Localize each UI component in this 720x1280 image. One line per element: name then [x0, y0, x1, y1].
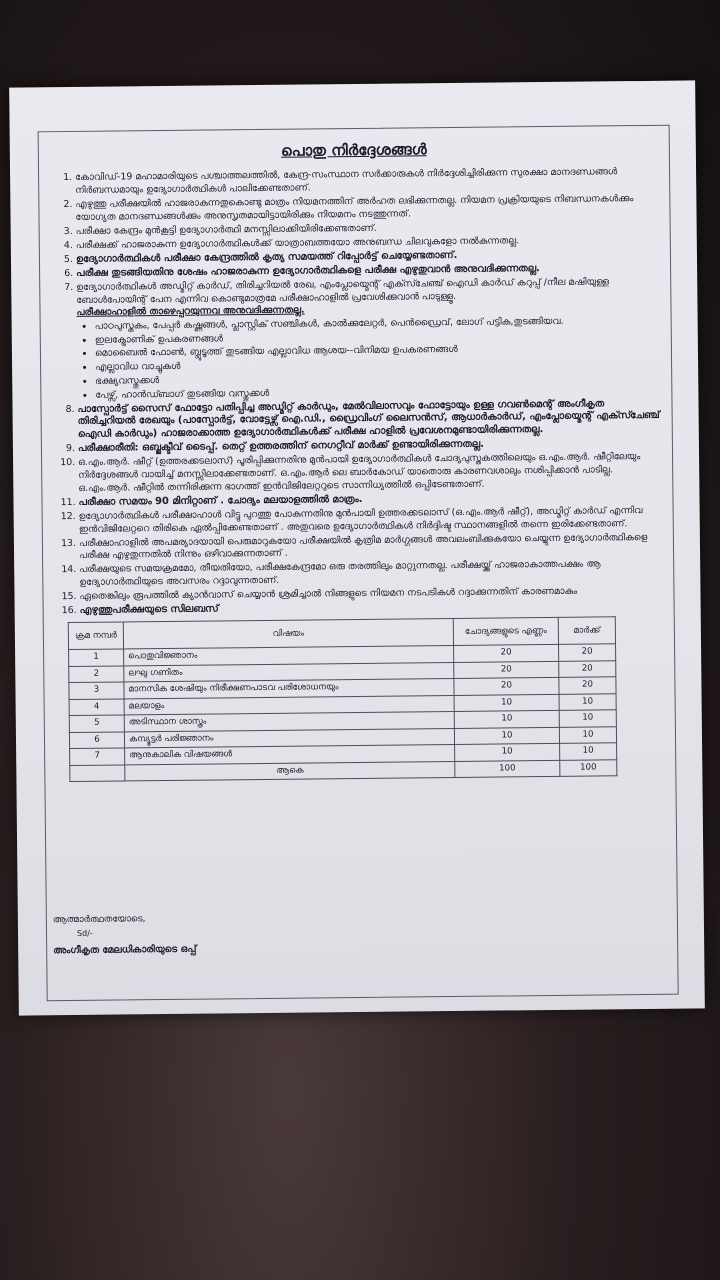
table-row: 1 പൊതുവിജ്ഞാനം 20 20	[69, 644, 616, 666]
syllabus-table	[68, 616, 618, 782]
col-header-subject: വിഷയം	[123, 619, 453, 649]
instruction-list	[45, 166, 664, 618]
sd-mark: Sd/-	[76, 928, 93, 938]
instruction-item: 2. എഴുത്തു പരീക്ഷയിൽ ഹാജരാകുന്നതുകൊണ്ടു മാത്രം നിയമനത്തിന് അർഹത ലഭിക്കുന്നതല്ല. നിയമന പ്രക്രിയയുടെ നിബന്ധനകൾക്കും യോഗ്യത മാനദണ്ഡങ്ങൾക്കും അനുസൃതമായിട്ടായിരിക്കും നിയമനം നടത്തുന്നത്.	[75, 193, 659, 225]
instruction-item: 10. ഒ.എം.ആർ. ഷീറ്റ് (ഉത്തരക്കടലാസ്) പൂരിപ്പിക്കുന്നതിനു മുൻപായി ഉദ്യോഗാർത്ഥികൾ ചോദ്യപുസ്തകത്തിലെയും ഒ.എം.ആർ. ഷീറ്റിലേയും നിർദ്ദേശങ്ങൾ വായിച്ച് മനസ്സിലാക്കേണ്ടതാണ്. ഒ.എം.ആർ ലെ ബാർകോഡ് യാതൊരു കാരണവശാലും നശിപ്പിക്കാൻ പാടില്ല. ഒ.എം.ആർ. ഷീറ്റിൽ തന്നിരിക്കുന്ന ഭാഗത്ത് ഇൻവിജിലേറ്ററുടെ സാന്നിധ്യത്തിൽ ഒപ്പിടേണ്ടതാണ്.	[78, 451, 662, 495]
prohibited-list	[77, 315, 662, 402]
closing-text: ആത്മാർത്ഥതയോടെ,	[52, 914, 146, 926]
prohibited-heading: പരീക്ഷാഹാളിൽ താഴെപ്പറയുന്നവ അനുവദിക്കുന്നതല്ല.	[76, 304, 305, 319]
table-row: 5 അടിസ്ഥാന ശാസ്ത്രം 10 10	[69, 710, 616, 732]
instruction-item: 13. പരീക്ഷാഹാളിൽ അപമര്യാദയായി പെരുമാറുകയോ പരീക്ഷയിൽ കൃത്രിമ മാർഗ്ഗങ്ങൾ അവലംബിക്കുകയോ ചെയ്യുന്ന ഉദ്യോഗാർത്ഥികളെ പരീക്ഷ എഴുതുന്നതിൽ നിന്നും ഒഴിവാക്കുന്നതാണ് .	[79, 531, 663, 563]
total-label: ആകെ	[125, 761, 455, 781]
total-marks: 100	[560, 759, 617, 776]
instruction-item: 9. പരീക്ഷാരീതി: ഒബ്ജക്ടീവ് ടൈപ്പ്. തെറ്റ് ഉത്തരത്തിന് നെഗറ്റീവ് മാർക്ക് ഉണ്ടായിരിക്കുന്നതല്ല.	[78, 437, 662, 456]
prohibited-item: • പേഴ്സ്, ഹാൻഡ്ബാഗ് തുടങ്ങിയ വസ്തുക്കൾ	[95, 383, 661, 402]
instruction-item: 5. ഉദ്യോഗാർത്ഥികൾ പരീക്ഷാ കേന്ദ്രത്തിൽ കൃത്യ സമയത്ത് റിപ്പോർട്ട് ചെയ്യേണ്ടതാണ്.	[76, 248, 660, 267]
table-row: 7 ആനുകാലിക വിഷയങ്ങൾ 10 10	[70, 743, 617, 765]
prohibited-item: • ഇലക്ട്രോണിക് ഉപകരണങ്ങൾ	[95, 329, 661, 348]
instruction-item: 1. കോവിഡ്-19 മഹാമാരിയുടെ പശ്ചാത്തലത്തിൽ, കേന്ദ്ര-സംസ്ഥാന സർക്കാരുകൾ നിർദ്ദേശിച്ചിരിക്കുന്ന സുരക്ഷാ മാനദണ്ഡങ്ങൾ നിർബന്ധമായും ഉദ്യോഗാർത്ഥികൾ പാലിക്കേണ്ടതാണ്.	[75, 166, 659, 198]
instruction-item: 12. ഉദ്യോഗാർത്ഥികൾ പരീക്ഷാഹാൾ വിട്ടു പുറത്തു പോകുന്നതിനു മുൻപായി ഉത്തരക്കടലാസ് (ഒ.എം.ആർ ഷീറ്റ്), അഡ്മിറ്റ് കാർഡ് എന്നിവ ഇൻവിജിലേറ്ററെ തിരികെ ഏൽപ്പിക്കേണ്ടതാണ് . അതുവരെ ഉദ്യോഗാർത്ഥികൾ നിർദ്ദിഷ്ട സ്ഥാനങ്ങളിൽ തന്നെ ഇരിക്കേണ്ടതാണ്.	[79, 505, 663, 537]
signature-block	[53, 913, 197, 957]
col-header-serial: ക്രമ നമ്പർ	[68, 622, 123, 650]
table-row: 2 ലഘു ഗണിതം 20 20	[69, 660, 616, 682]
instructions	[45, 166, 665, 782]
paper-sheet	[9, 80, 705, 1015]
instruction-item: 3. പരീക്ഷാ കേന്ദ്രം മുൻകൂട്ടി ഉദ്യോഗാർത്ഥി മനസ്സിലാക്കിയിരിക്കേണ്ടതാണ്.	[76, 219, 660, 238]
col-header-questions: ചോദ്യങ്ങളുടെ എണ്ണം	[453, 617, 558, 645]
instruction-item: 14. പരീക്ഷയുടെ സമയക്രമമോ, തീയതിയോ, പരീക്ഷകേന്ദ്രമോ ഒരു തരത്തിലും മാറ്റുന്നതല്ല. പരീക്ഷയ്ക്ക് ഹാജരാകാത്തപക്ഷം ആ ഉദ്യോഗാർത്ഥിയുടെ അവസരം റദ്ദാവുന്നതാണ്.	[79, 558, 663, 590]
instruction-item: 6. പരീക്ഷ തുടങ്ങിയതിനു ശേഷം ഹാജരാകുന്ന ഉദ്യോഗാർത്ഥികളെ പരീക്ഷ എഴുതുവാൻ അനുവദിക്കുന്നതല്ല.	[76, 262, 660, 281]
document-frame	[38, 125, 679, 1002]
officer-signature-label: അംഗീകൃത മേലധികാരിയുടെ ഒപ്പ്	[53, 943, 197, 957]
instruction-item: 8. പാസ്പോർട്ട് സൈസ് ഫോട്ടോ പതിപ്പിച്ച അഡ്മിറ്റ് കാർഡും, മേൽവിലാസവും ഫോട്ടോയും ഉള്ള ഗവൺമെന്റ് അംഗീകൃത തിരിച്ചറിയൽ രേഖയും (പാസ്പോർട്ട്, വോട്ടേഴ്സ് ഐ.ഡി., ഡ്രൈവിംഗ് ലൈസൻസ്, ആധാർകാർഡ്, എംപ്ലോയ്മെന്റ് എക്സ്ചേഞ്ച് ഐഡി കാർഡും) ഹാജരാക്കാത്ത ഉദ്യോഗാർത്ഥികൾക്ക് പരീക്ഷ ഹാളിൽ പ്രവേശനമുണ്ടായിരിക്കുന്നതല്ല.	[77, 397, 661, 441]
col-header-marks: മാർക്ക്	[558, 617, 615, 645]
prohibited-item: • മൊബൈൽ ഫോൺ, ബ്ലൂടൂത്ത് തുടങ്ങിയ എല്ലാവിധ ആശയ--വിനിമയ ഉപകരണങ്ങൾ	[95, 342, 661, 361]
prohibited-item: • പാഠപുസ്തകം, പേപ്പർ കഷ്ണങ്ങൾ, പ്ലാസ്റ്റിക് സഞ്ചികൾ, കാൽക്കുലേറ്റർ, പെൻഡ്രൈവ്, ലോഗ് പട്ടിക,തുടങ്ങിയവ.	[95, 315, 661, 334]
table-row: 6 കമ്പ്യൂട്ടർ പരിജ്ഞാനം 10 10	[69, 726, 616, 748]
table-row: 3 മാനസിക ശേഷിയും നിരീക്ഷണപാടവ പരിശോധനയും 20 20	[69, 677, 616, 699]
table-row: 4 മലയാളം 10 10	[69, 693, 616, 715]
instruction-item: 15. ഏതെങ്കിലും രൂപത്തിൽ ക്യാൻവാസ് ചെയ്യാൻ ശ്രമിച്ചാൽ നിങ്ങളുടെ നിയമന നടപടികൾ റദ്ദാക്കുന്നതിന് കാരണമാകും	[79, 585, 663, 604]
instruction-item: 4. പരീക്ഷക്ക് ഹാജരാകുന്ന ഉദ്യോഗാർത്ഥികൾക്ക് യാത്രാബത്തയോ അനുബന്ധ ചിലവുകളോ നൽകുന്നതല്ല.	[76, 234, 660, 253]
page-title: പൊതു നിർദ്ദേശങ്ങൾ	[280, 140, 427, 160]
instruction-item: 11. പരീക്ഷാ സമയം 90 മിനിറ്റാണ് . ചോദ്യം മലയാളത്തിൽ മാത്രം.	[78, 491, 662, 510]
prohibited-item: • ഭക്ഷ്യവസ്തുക്കൾ	[95, 370, 661, 389]
total-questions: 100	[455, 760, 560, 778]
prohibited-item: • എല്ലാവിധ വാച്ചുകൾ	[95, 356, 661, 375]
syllabus-heading: എഴുത്തുപരീക്ഷയുടെ സിലബസ്	[79, 603, 219, 617]
instruction-item: 7. ഉദ്യോഗാർത്ഥികൾ അഡ്മിറ്റ് കാർഡ്, തിരിച്ചറിയൽ രേഖ, എംപ്ലോയ്മെന്റ് എക്സ്ചേഞ്ച് ഐഡി കാർഡ് കറുപ്പ് /നീല മഷിയുള്ള ബോൾപോയിന്റ് പേന എന്നിവ കൊണ്ടുമാത്രമേ പരീക്ഷാഹാളിൽ പ്രവേശിക്കുവാൻ പാടുള്ളൂ. പരീക്ഷാഹാളിൽ താഴെപ്പറയുന്നവ അനുവദിക്കുന്നതല്ല. • പാഠപുസ്തകം, പേപ്പർ കഷ്ണങ്ങൾ, പ്ലാസ്റ്റിക് സഞ്ചികൾ, കാൽക്കുലേറ്റർ, പെൻഡ്രൈവ്, ലോഗ് പട്ടിക,തുടങ്ങിയവ. • ഇലക്ട്രോണിക് ഉപകരണങ്ങൾ • മൊബൈൽ ഫോൺ, ബ്ലൂടൂത്ത് തുടങ്ങിയ എല്ലാവിധ ആശയ--വിനിമയ ഉപകരണങ്ങൾ • എല്ലാവിധ വാച്ചുകൾ • ഭക്ഷ്യവസ്തുക്കൾ • പേഴ്സ്, ഹാൻഡ്ബാഗ് തുടങ്ങിയ വസ്തുക്കൾ	[76, 276, 661, 402]
